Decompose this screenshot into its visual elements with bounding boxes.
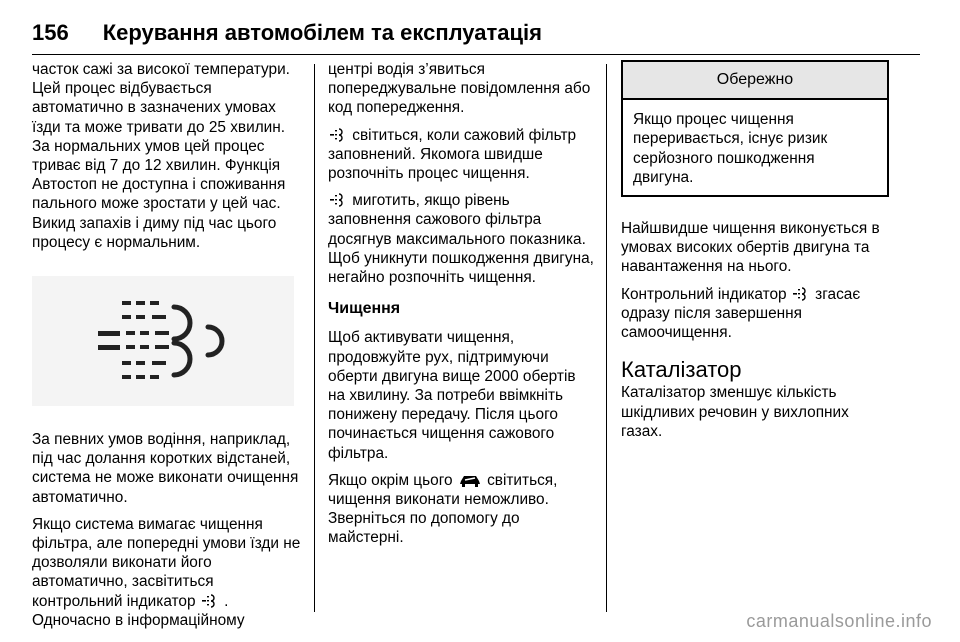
service-vehicle-icon xyxy=(459,473,481,487)
chapter-title: Керування автомобілем та експлуатація xyxy=(102,20,542,45)
column-1 xyxy=(32,60,304,638)
column-2 xyxy=(328,60,594,556)
paragraph: Контрольний індикатор згасає одразу після завершення самоочищення. xyxy=(621,285,861,342)
paragraph: миготить, якщо рівень заповнення сажового фільтра досягнув максимального показника. Щоб уникнути пошкодження двигуна, негайно розпочніть чищення. xyxy=(328,192,594,287)
paragraph: Щоб активувати чищення, продовжуйте рух, підтримуючи оберти двигуна вище 2000 обертів на хвилину. За потреби ввімкніть понижену передачу. Після цього починається чищення сажового фільтра. xyxy=(328,329,576,462)
indicator-illustration xyxy=(32,276,294,406)
paragraph: центрі водія з’явиться попереджувальне повідомлення або код попередження. xyxy=(328,61,591,117)
column-divider xyxy=(314,64,315,612)
page-header xyxy=(32,20,920,55)
paragraph: світиться, коли сажовий фільтр заповнений. Якомога швидше розпочніть процес чищення. xyxy=(328,126,577,183)
diesel-particulate-filter-icon xyxy=(202,594,218,608)
diesel-particulate-filter-icon xyxy=(330,128,346,142)
warning-box xyxy=(621,60,889,197)
paragraph: часток сажі за високої температури. Цей процес відбувається автоматично в зазначених умовах їзди та може тривати до 25 хвилин. За нормальних умов цей процес триває від 7 до 12 хвилин. Функція Автостоп не доступна і споживання пального може зростати у цей час. Викид запахів і диму під час цього процесу є нормальним. xyxy=(32,61,290,251)
diesel-particulate-filter-icon xyxy=(98,301,228,381)
paragraph: Якщо система вимагає чищення фільтра, але попередні умови їзди не дозволяли виконати його автоматично, засвітиться контрольний індикатор . Одночасно в інформаційному xyxy=(32,515,301,629)
diesel-particulate-filter-icon xyxy=(793,287,809,301)
warning-text: Якщо процес чищення переривається, існує ризик серйозного пошкодження двигуна. xyxy=(633,111,828,186)
section-title: Каталізатор xyxy=(621,357,742,383)
diesel-particulate-filter-icon xyxy=(330,193,346,207)
column-divider xyxy=(606,64,607,612)
warning-title: Обережно xyxy=(623,62,887,100)
watermark: carmanualsonline.info xyxy=(746,611,932,631)
paragraph: Найшвидше чищення виконується в умовах високих обертів двигуна та навантаження на нього. xyxy=(621,220,880,276)
column-3 xyxy=(621,60,889,449)
page-number: 156 xyxy=(32,20,69,45)
paragraph: Каталізатор зменшує кількість шкідливих речовин у вихлопних газах. xyxy=(621,384,849,440)
paragraph: За певних умов водіння, наприклад, під час долання коротких відстаней, система не може виконати очищення автоматично. xyxy=(32,431,299,506)
paragraph: Якщо окрім цього світиться, чищення виконати неможливо. Зверніться по допомогу до майстерні. xyxy=(328,471,558,547)
subheading: Чищення xyxy=(328,300,401,318)
